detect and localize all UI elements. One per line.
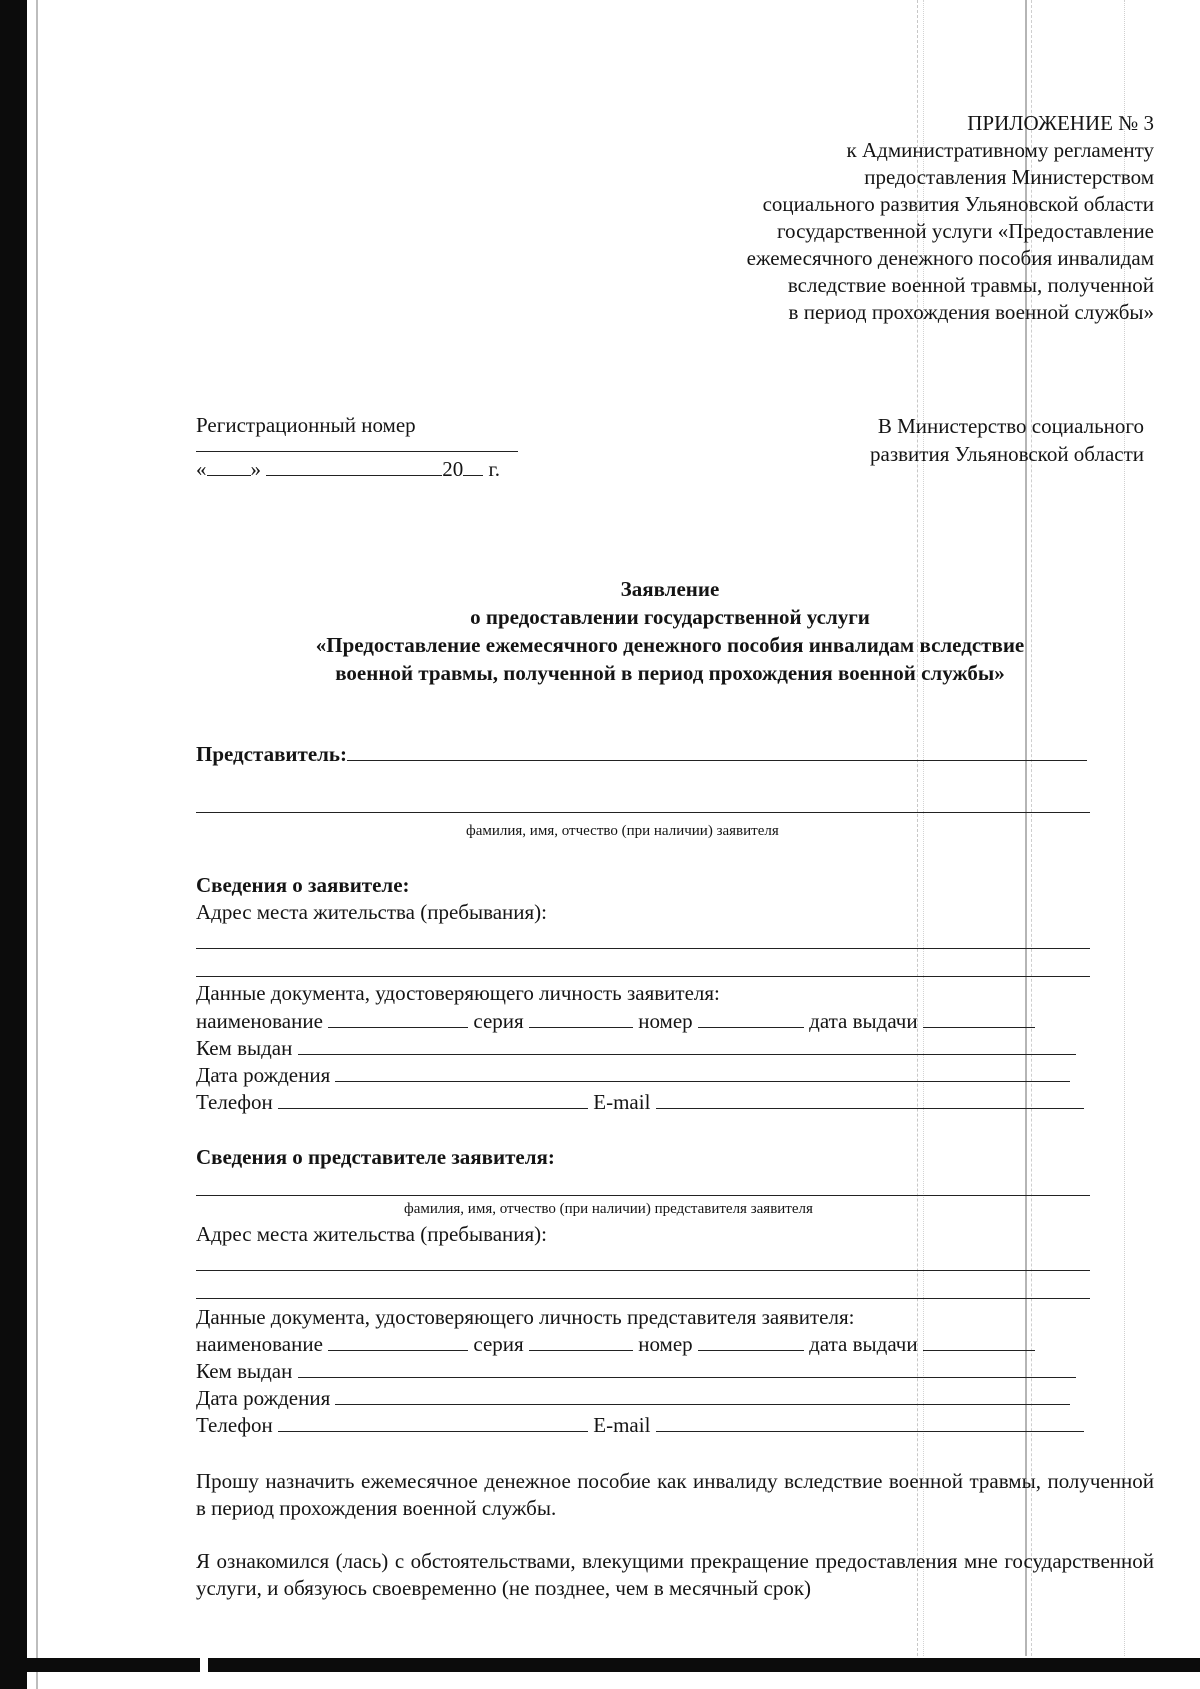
phone-label: Телефон — [196, 1090, 273, 1114]
representative-row — [196, 740, 1087, 768]
birth-date-label: Дата рождения — [196, 1063, 331, 1087]
rep-issued-by-field[interactable] — [298, 1357, 1076, 1378]
appendix-line: государственной услуги «Предоставление — [776, 219, 1154, 243]
rep-issued-by-row — [196, 1357, 1076, 1385]
year-field[interactable] — [463, 456, 483, 476]
registration-date — [196, 456, 536, 483]
applicant-heading: Сведения о заявителе: — [196, 873, 410, 897]
applicant-issued-by-row — [196, 1034, 1076, 1062]
rep-birth-date-label: Дата рождения — [196, 1386, 331, 1410]
rep-heading: Сведения о представителе заявителя: — [196, 1145, 555, 1169]
appendix-line: ПРИЛОЖЕНИЕ № 3 — [967, 111, 1154, 135]
registration-label: Регистрационный номер — [196, 413, 416, 437]
year-suffix: г. — [483, 457, 500, 481]
doc-number-label: номер — [638, 1009, 693, 1033]
month-field[interactable] — [266, 456, 442, 476]
appendix-line: в период прохождения военной службы» — [788, 300, 1154, 324]
appendix-line: предоставления Министерством — [864, 165, 1154, 189]
scan-edge-line — [36, 0, 38, 1689]
rep-phone-label: Телефон — [196, 1413, 273, 1437]
birth-date-field[interactable] — [335, 1061, 1070, 1082]
representative-field[interactable] — [347, 740, 1087, 761]
doc-series-label: серия — [473, 1009, 524, 1033]
rep-doc-series-label: серия — [473, 1332, 524, 1356]
rep-doc-issue-date-field[interactable] — [923, 1330, 1035, 1351]
issued-by-label: Кем выдан — [196, 1036, 293, 1060]
acknowledgement-paragraph: Я ознакомился (лась) с обстоятельствами, влекущими прекращение предоставления мне государственной услуги, и обязуюсь своевременно (не позднее, чем в месячный срок) — [196, 1549, 1154, 1600]
quote-close: » — [250, 457, 261, 481]
addressee-line: развития Ульяновской области — [870, 442, 1144, 466]
doc-issue-date-field[interactable] — [923, 1007, 1035, 1028]
applicant-doc-row — [196, 1007, 1035, 1035]
rep-doc-number-label: номер — [638, 1332, 693, 1356]
applicant-name-caption: фамилия, имя, отчество (при наличии) заявителя — [466, 823, 779, 839]
rep-doc-name-field[interactable] — [328, 1330, 468, 1351]
registration-block — [196, 412, 536, 483]
rep-name-caption: фамилия, имя, отчество (при наличии) представителя заявителя — [404, 1201, 813, 1217]
applicant-address-field[interactable] — [196, 948, 1090, 949]
rep-doc-series-field[interactable] — [529, 1330, 633, 1351]
doc-issue-date-label: дата выдачи — [809, 1009, 918, 1033]
scan-edge-gap — [200, 1656, 208, 1674]
applicant-address-label: Адрес места жительства (пребывания): — [196, 900, 548, 924]
document-title — [230, 575, 1110, 687]
appendix-line: вследствие военной травмы, полученной — [787, 273, 1154, 297]
phone-field[interactable] — [278, 1088, 588, 1109]
request-paragraph: Прошу назначить ежемесячное денежное пособие как инвалиду вследствие военной травмы, полученной в период прохождения военной службы. — [196, 1469, 1154, 1520]
rep-email-label: E-mail — [593, 1413, 651, 1437]
representative-label: Представитель: — [196, 742, 348, 766]
rep-email-field[interactable] — [656, 1411, 1084, 1432]
applicant-contact-row — [196, 1088, 1084, 1116]
appendix-block — [594, 110, 1154, 326]
rep-issued-by-label: Кем выдан — [196, 1359, 293, 1383]
appendix-line: к Административному регламенту — [846, 138, 1154, 162]
rep-doc-label: Данные документа, удостоверяющего личность представителя заявителя: — [196, 1305, 855, 1329]
rep-address-field-2[interactable] — [196, 1298, 1090, 1299]
title-line: Заявление — [620, 577, 720, 601]
year-prefix: 20 — [442, 457, 464, 481]
rep-doc-name-label: наименование — [196, 1332, 323, 1356]
rep-contact-row — [196, 1411, 1084, 1439]
applicant-doc-label: Данные документа, удостоверяющего личность заявителя: — [196, 981, 720, 1005]
appendix-line: ежемесячного денежного пособия инвалидам — [746, 246, 1154, 270]
doc-name-field[interactable] — [328, 1007, 468, 1028]
title-line: о предоставлении государственной услуги — [470, 605, 870, 629]
rep-doc-number-field[interactable] — [698, 1330, 804, 1351]
rep-phone-field[interactable] — [278, 1411, 588, 1432]
title-line: «Предоставление ежемесячного денежного пособия инвалидам вследствие — [315, 633, 1025, 657]
addressee-block — [744, 412, 1144, 468]
doc-name-label: наименование — [196, 1009, 323, 1033]
appendix-line: социального развития Ульяновской области — [762, 192, 1154, 216]
registration-number-field[interactable] — [196, 439, 518, 452]
issued-by-field[interactable] — [298, 1034, 1076, 1055]
addressee-line: В Министерство социального — [877, 414, 1144, 438]
rep-address-label: Адрес места жительства (пребывания): — [196, 1222, 548, 1246]
rep-doc-row — [196, 1330, 1035, 1358]
rep-doc-issue-date-label: дата выдачи — [809, 1332, 918, 1356]
doc-number-field[interactable] — [698, 1007, 804, 1028]
title-line: военной травмы, полученной в период прохождения военной службы» — [335, 661, 1005, 685]
rep-name-field[interactable] — [196, 1195, 1090, 1196]
rep-birth-row — [196, 1384, 1070, 1412]
applicant-birth-row — [196, 1061, 1070, 1089]
quote-open: « — [196, 457, 207, 481]
rep-address-field[interactable] — [196, 1270, 1090, 1271]
email-field[interactable] — [656, 1088, 1084, 1109]
email-label: E-mail — [593, 1090, 651, 1114]
scan-edge-left — [0, 0, 27, 1689]
rep-birth-date-field[interactable] — [335, 1384, 1070, 1405]
applicant-address-field-2[interactable] — [196, 976, 1090, 977]
doc-series-field[interactable] — [529, 1007, 633, 1028]
applicant-name-field[interactable] — [196, 812, 1090, 813]
day-field[interactable] — [207, 456, 251, 476]
